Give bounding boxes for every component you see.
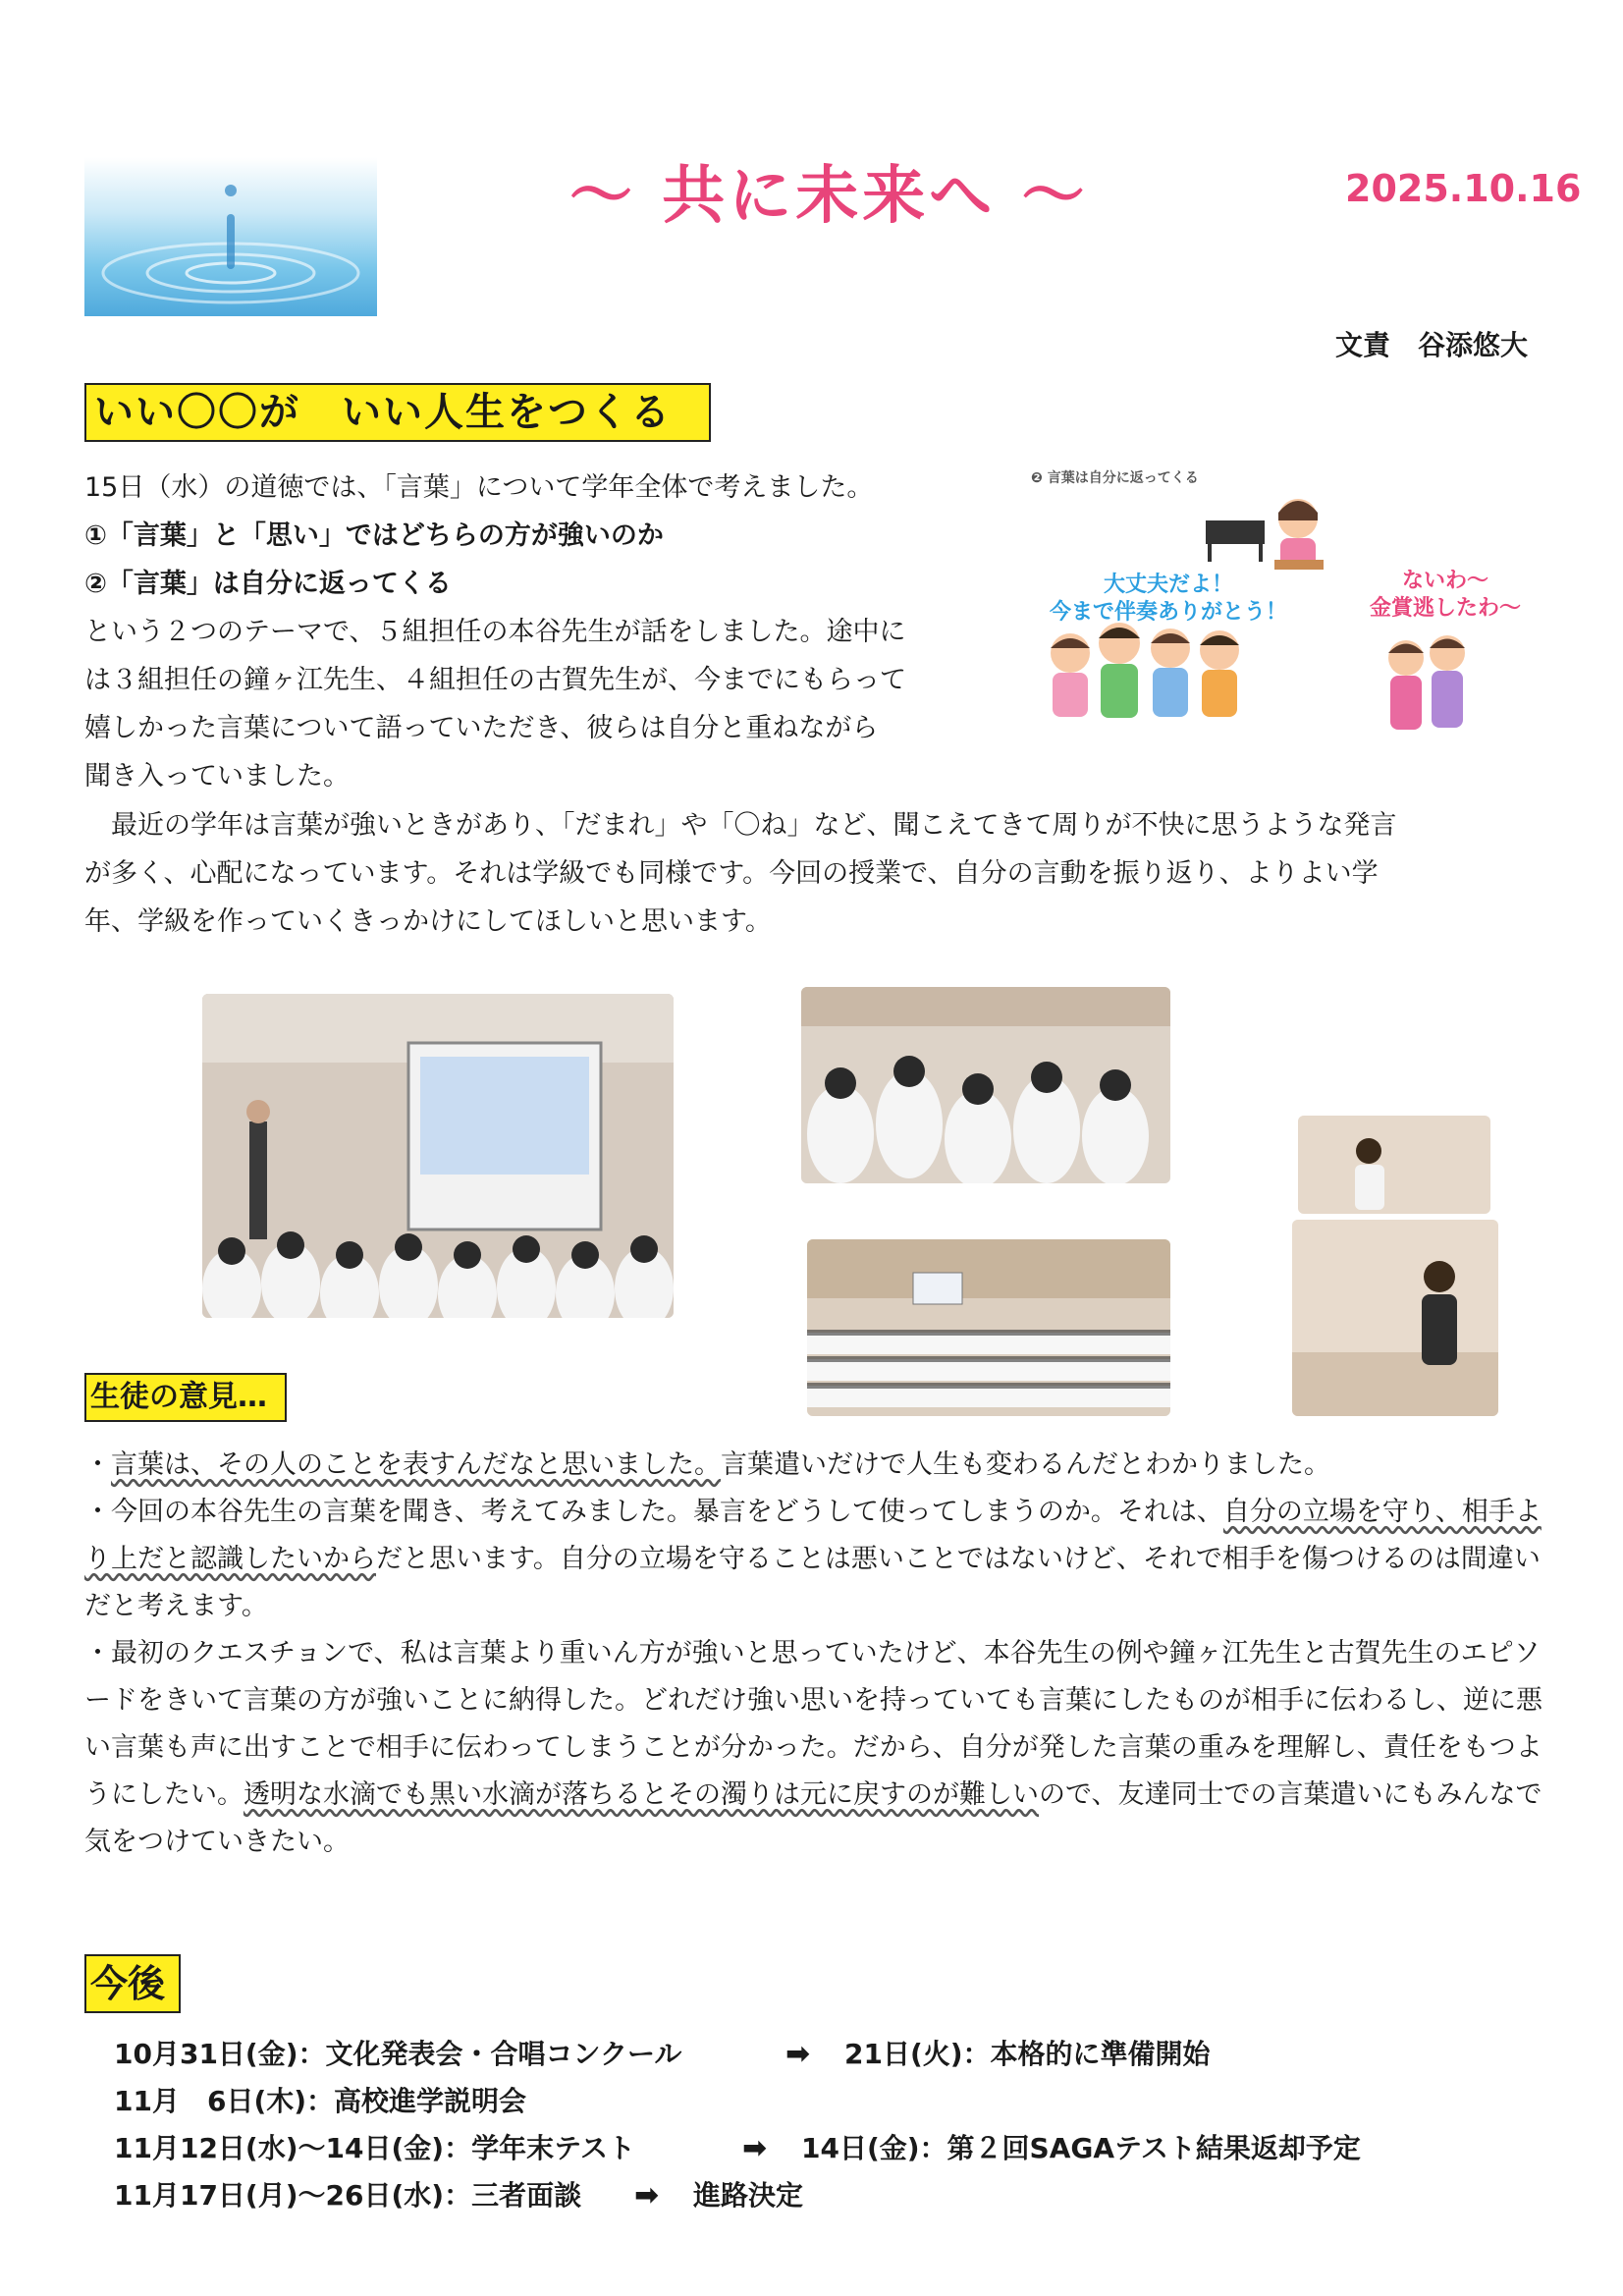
opinion-text: ので、友達同士での言葉遣いにもみんなで気をつけていきたい。: [84, 1779, 1542, 1857]
paragraph-line: 最近の学年は言葉が強いときがあり、「だまれ」や「〇ね」など、聞こえてきて周りが不快に思うような発言: [84, 810, 1397, 841]
schedule-event: 11月17日(月)～26日(水)：三者面談: [114, 2179, 582, 2212]
page-title: ～ 共に未来へ ～: [569, 160, 1089, 233]
bubble-unkind: ないわ～ 金賞逃したわ～: [1369, 569, 1521, 621]
section-heading-main: いい〇〇が いい人生をつくる: [84, 383, 711, 442]
intro-line: 聞き入っていました。: [84, 761, 350, 792]
arrow-icon: ➡: [634, 2178, 660, 2213]
opinion-highlight: 言葉は、その人のことを表すんだなと思いました。: [111, 1449, 721, 1480]
arrow-icon: ➡: [742, 2131, 768, 2165]
opinion-item: [84, 1630, 1557, 1866]
photo-students-back: [801, 987, 1170, 1183]
opinion-text: ・今回の本谷先生の言葉を聞き、考えてみました。暴言をどうして使ってしまうのか。それは、: [84, 1497, 1223, 1527]
intro-line: という２つのテーマで、５組担任の本谷先生が話をしました。途中に: [84, 617, 906, 647]
schedule-event: 11月 6日(木)：高校進学説明会: [114, 2085, 527, 2117]
opinions-heading: 生徒の意見…: [84, 1373, 287, 1422]
opinion-item: [84, 1489, 1557, 1630]
paragraph-line: 年、学級を作っていくきっかけにしてほしいと思います。: [84, 906, 772, 937]
schedule-followup: 進路決定: [693, 2179, 804, 2212]
schedule-event: 10月31日(金)：文化発表会・合唱コンクール: [114, 2038, 682, 2070]
schedule-heading: 今後: [84, 1954, 181, 2013]
schedule-event: 11月12日(水)～14日(金)：学年末テスト: [114, 2132, 635, 2164]
photo-gym-wide: [807, 1239, 1170, 1416]
water-drop-image: [84, 157, 377, 316]
theme-illustration: [1031, 462, 1542, 766]
intro-line: は３組担任の鐘ヶ江先生、４組担任の古賀先生が、今までにもらって: [84, 665, 906, 695]
opinion-text: 言葉遣いだけで人生も変わるんだとわかりました。: [721, 1449, 1330, 1480]
intro-line: 15日（水）の道徳では、「言葉」について学年全体で考えました。: [84, 472, 874, 503]
arrow-icon: ➡: [785, 2037, 811, 2071]
opinion-text: ・: [84, 1449, 111, 1480]
opinion-text: だと思います。自分の立場を守ることは悪いことではないけど、それで相手を傷つけるのは間違いだと考えます。: [84, 1544, 1541, 1621]
bubble-kind: 大丈夫だよ！ 今まで伴奏ありがとう！: [1049, 573, 1287, 625]
photo-teacher-stage: [1292, 1220, 1498, 1416]
issue-date: 2025.10.16: [1345, 167, 1582, 210]
author-credit: 文責 谷添悠大: [1335, 329, 1529, 361]
opinion-item: [84, 1442, 1557, 1489]
theme-1: ①「言葉」と「思い」ではどちらの方が強いのか: [84, 520, 664, 551]
illustration-label: ❷ 言葉は自分に返ってくる: [1031, 470, 1199, 486]
paragraph-line: が多く、心配になっています。それは学級でも同様です。今回の授業で、自分の言動を振り返り、よりよい学: [84, 858, 1379, 889]
opinion-highlight: 透明な水滴でも黒い水滴が落ちるとその濁りは元に戻すのが難しい: [243, 1779, 1039, 1810]
schedule-followup: 14日(金)：第２回SAGAテスト結果返却予定: [801, 2132, 1361, 2164]
opinion-text: ・最初のクエスチョンで、私は言葉より重いん方が強いと思っていたけど、本谷先生の例や鐘ヶ江先生と古賀先生のエピソードをきいて言葉の方が強いことに納得した。どれだけ強い思いを持っていても言葉にしたものが相手に伝わるし、逆に悪い言葉も声に出すことで相手に伝わってしまうことが分かった。だから、自分が発した言葉の重みを理解し、責任をもつようにしたい。: [84, 1638, 1542, 1810]
photo-teacher-speaking: [1298, 1116, 1490, 1214]
theme-2: ②「言葉」は自分に返ってくる: [84, 569, 452, 599]
photo-lecture-screen: [202, 994, 674, 1318]
opinions-list: [84, 1442, 1557, 1866]
opinion-highlight: 自分の立場を守り、相手より上だと認識したいから: [84, 1497, 1542, 1574]
paragraph-concern: [84, 801, 1547, 946]
intro-line: 嬉しかった言葉について語っていただき、彼らは自分と重ねながら: [84, 713, 879, 743]
intro-text: [84, 464, 1007, 800]
schedule-followup: 21日(火)：本格的に準備開始: [844, 2038, 1211, 2070]
